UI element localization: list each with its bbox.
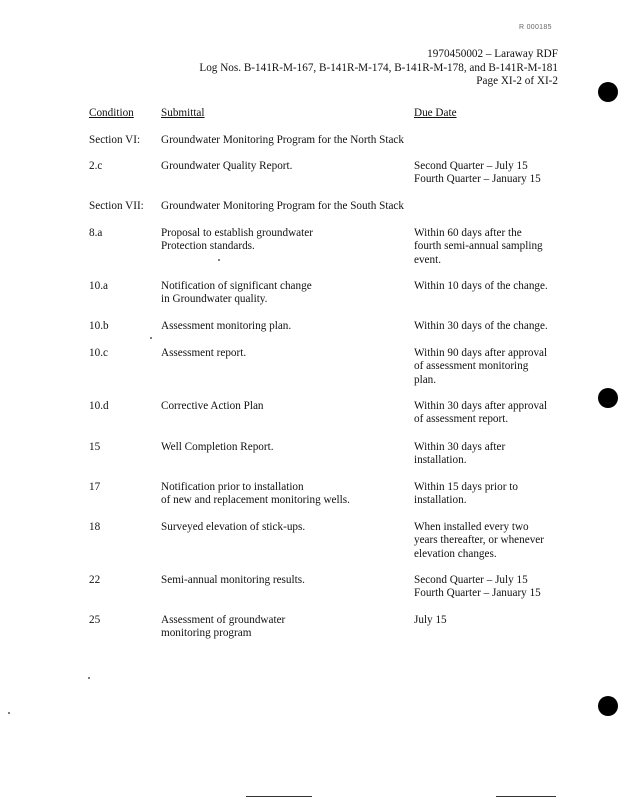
submittal-text: Assessment of groundwater monitoring program (161, 614, 286, 640)
punch-hole (598, 82, 618, 102)
scan-speck (150, 337, 152, 339)
condition-number: 15 (89, 441, 101, 453)
punch-hole (598, 388, 618, 408)
document-header (199, 48, 558, 89)
due-date-text: When installed every two years thereafter, or whenever elevation changes. (414, 521, 544, 560)
scan-speck (218, 259, 220, 261)
document-stamp: R 000185 (519, 24, 552, 31)
submittal-text: Proposal to establish groundwater Protection standards. (161, 227, 313, 253)
page-number: Page XI-2 of XI-2 (476, 75, 558, 87)
due-date-text: Second Quarter – July 15 Fourth Quarter – January 15 (414, 574, 541, 600)
submittal-text: Notification prior to installation of new and replacement monitoring wells. (161, 481, 350, 507)
submittal-text: Well Completion Report. (161, 441, 274, 453)
submittal-text: Semi-annual monitoring results. (161, 574, 305, 586)
scan-speck (88, 677, 90, 679)
log-numbers: Log Nos. B-141R-M-167, B-141R-M-174, B-141R-M-178, and B-141R-M-181 (199, 61, 558, 74)
condition-number: 10.d (89, 400, 109, 412)
submittal-text: Notification of significant change in Groundwater quality. (161, 280, 312, 306)
due-date-text: Within 60 days after the fourth semi-annual sampling event. (414, 227, 543, 266)
due-date-text: Second Quarter – July 15 Fourth Quarter – January 15 (414, 160, 541, 186)
section-label: Section VI: (89, 134, 141, 146)
condition-number: 17 (89, 481, 101, 493)
submittal-text: Corrective Action Plan (161, 400, 264, 412)
submittal-text: Groundwater Quality Report. (161, 160, 293, 172)
submittal-text: Assessment monitoring plan. (161, 320, 292, 332)
due-date-text: July 15 (414, 614, 447, 626)
column-heading-due-date: Due Date (414, 107, 457, 119)
bottom-rule (246, 796, 312, 797)
condition-number: 22 (89, 574, 101, 586)
condition-number: 10.a (89, 280, 108, 292)
bottom-rule (496, 796, 556, 797)
section-label: Section VII: (89, 200, 144, 212)
due-date-text: Within 90 days after approval of assessment monitoring plan. (414, 347, 548, 386)
due-date-text: Within 15 days prior to installation. (414, 481, 518, 507)
due-date-text: Within 10 days of the change. (414, 280, 548, 292)
document-id: 1970450002 – Laraway RDF (427, 48, 558, 60)
section-title: Groundwater Monitoring Program for the North Stack (161, 134, 404, 146)
section-title: Groundwater Monitoring Program for the South Stack (161, 200, 404, 212)
column-heading-condition: Condition (89, 107, 134, 119)
condition-number: 10.c (89, 347, 108, 359)
condition-number: 10.b (89, 320, 109, 332)
condition-number: 2.c (89, 160, 103, 172)
condition-number: 18 (89, 521, 101, 533)
due-date-text: Within 30 days of the change. (414, 320, 548, 332)
due-date-text: Within 30 days after approval of assessment report. (414, 400, 548, 426)
condition-number: 25 (89, 614, 101, 626)
submittal-text: Assessment report. (161, 347, 247, 359)
submittal-text: Surveyed elevation of stick-ups. (161, 521, 306, 533)
scan-speck (8, 712, 10, 714)
column-heading-submittal: Submittal (161, 107, 205, 119)
condition-number: 8.a (89, 227, 103, 239)
due-date-text: Within 30 days after installation. (414, 441, 506, 467)
punch-hole (598, 696, 618, 716)
